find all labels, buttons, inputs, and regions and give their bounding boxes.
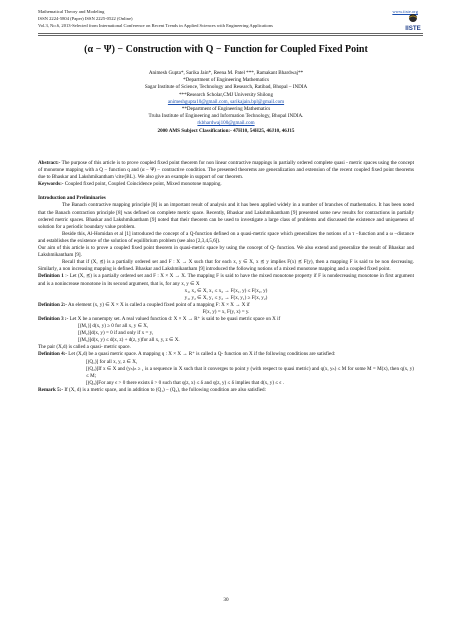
paragraph-4: Recall that if (X, ⪯) is a partially ordered set and F : X → X such that for each x, y ∈ X, x ⪯ y implies F(x) ⪯ F(y), then a mapping F is said to be non decreasing. Similarly, a non increasing mapping is defined. Bhaskar and Lakshmikantham [9] introduced the following notions of a mixed monotone mapping and a coupled fixed point. [38, 259, 414, 273]
remark-5 [38, 387, 414, 394]
author-block [40, 70, 412, 135]
keywords [38, 181, 414, 188]
paper-title: (α − Ψ) − Construction with Q − Function for Coupled Fixed Point [84, 44, 368, 55]
definition-2-formula: F(x, y) = x, F(y, x) = y. [202, 308, 250, 315]
keywords-text: Coupled fixed point, Coupled Coincidence point, Mixed monotone mapping. [64, 181, 222, 188]
affiliation-3: ***Research Scholar,CMJ University Shilong [178, 91, 274, 98]
journal-volume: Vol.3, No.6, 2013-Selected from International Conference on Recent Trends in Applied Sciences with Engineering Applications [38, 23, 273, 28]
definition-3-label: Definition 3 :- [38, 315, 69, 322]
affiliation-4: **Department of Engineering Mathematics [181, 106, 271, 113]
header-divider-2 [38, 35, 423, 36]
journal-url-link[interactable]: www.iiste.org [392, 9, 418, 14]
affiliation-5: Truba Institute of Engineering and Information Technology, Bhopal INDIA. [148, 113, 304, 120]
definition-4-text: Let (X,d) be a quasi metric space. A mapping q : X × X → R⁺ is called a Q- function on X if the following conditions are satisfied: [68, 351, 336, 358]
affiliation-2: Sagar Institute of Science, Technology and Research, Ratibad, Bhopal – INDIA [144, 84, 308, 91]
definition-2 [38, 302, 414, 309]
condition-q2: [(Q₂)]If x ∈ X and (yₙ)ₙ ≥ ₁ is a sequence in X such that it converges to point y (with respect to quasi metric) and q(x, yₙ) ≤ M for some M = M(x), then q(x, y) ≤ M; [86, 365, 414, 379]
msc-classification: 2000 AMS Subject Classification:- 47H10, 54H25, 46J10, 46J15 [157, 127, 295, 134]
definition-2-label: Definition 2:- [38, 301, 68, 308]
journal-name: Mathematical Theory and Modeling [38, 9, 105, 14]
axiom-m1: [(M₁)] d(x, y) ≥ 0 for all x, y ∈ X, [78, 323, 149, 330]
page-number: 30 [223, 597, 229, 603]
definition-1 [38, 273, 414, 287]
header-divider [38, 33, 423, 34]
intro-heading: Introduction and Preliminaries [38, 195, 106, 202]
remark-5-text: If (X, d) is a metric space, and in addition to (Q₁) − (Q₂), the following condition are also satisfied: [64, 386, 266, 393]
abstract [38, 160, 414, 181]
definition-3-text: Let X be a nonempty set. A real valued function d: X × X → R⁺ is said to be quasi metric space on X if [69, 315, 281, 322]
condition-q1: [(Q₁)] for all x, y, z ∈ X, [86, 358, 138, 365]
paper-body [38, 160, 414, 394]
definition-1-text: :- Let (X, ⪯) is a partially ordered set and F : X × X → X. The mapping F is said to have the mixed monotone property if F is nondecreasing monotone in first argument and is a nonincrease monotone in its second argument, that is, for any x, y ∈ X [38, 273, 414, 287]
definition-1-formula-1: x₁, x₂ ∈ X, x₁ ≤ x₂ → F(x₁, y) ≤ F(x₂, y) [184, 287, 268, 294]
email-link-1[interactable]: animeshgupta10@gmail.com, sarikajain.bpl@gmail.com [167, 98, 285, 105]
affiliation-1: *Department of Engineering Mathematics [183, 77, 269, 84]
paragraph-1: The Banach contractive mapping principle [8] is an important result of analysis and it has been applied widely in a number of branches of mathematics. It has been noted that the Banach contraction principle [8] was defined on complete metric space. Recently, Bhaskar and Lakshmikantham [9] presented some new results for contractions in partially ordered metric spaces. Bhaskar and Lakshmikantham [9] noted that their theorem can be used to investigate a large class of problems and discussed the existence and uniqueness of solution for a periodic boundary value problem. [38, 202, 414, 230]
condition-q3: [(Q₃)]For any ϵ > 0 there exists δ > 0 such that q(z, x) ≤ δ and q(z, y) ≤ δ implies that d(x, y) ≤ ϵ . [86, 379, 284, 386]
definition-4 [38, 351, 414, 358]
definition-2-text: An element (x, y) ∈ X × X is called a coupled fixed point of a mapping F: X × X → X if [68, 301, 250, 308]
journal-header [38, 8, 418, 29]
definition-4-label: Definition 4:- [38, 351, 68, 358]
definition-3-tail: The pair (X,d) is called a quasi- metric space. [38, 344, 131, 351]
abstract-label: Abstract:- [38, 160, 61, 166]
paragraph-2: Beside this, Al-Homidan et al [1] introduced the concept of a Q-function defined on a quasi-metric space which generalizes the notions of a τ −function and a ω −distance and establishes the existence of the solution of equilibrium problem (see also [2,3,4,5,6]). [38, 230, 414, 244]
iiste-logo [403, 13, 423, 32]
keywords-label: Keywords:- [38, 181, 64, 188]
remark-5-label: Remark 5:- [38, 386, 64, 393]
journal-issn: ISSN 2224-5804 (Paper) ISSN 2225-0522 (Online) [38, 16, 133, 21]
definition-3 [38, 316, 414, 323]
definition-1-label: Definition 1 [38, 273, 64, 280]
svg-text:IISTE: IISTE [405, 25, 421, 32]
abstract-text: The purpose of this article is to prove coupled fixed point theorem for non linear contractive mappings in partially ordered complete quasi - metric spaces using the concept of monotone mapping with a Q − function q and (α − Ψ) − contractive condition. The presented theorems are generalization and extension of the recent coupled fixed point theorems due to Bhaskar and Lakshmikantham \cite{BL}. We also give an example in support of our theorem. [38, 160, 414, 181]
axiom-m3: [(M₃)]d(x, y) ≤ d(x, z) + d(z, y)for all x, y, z ∈ X. [78, 337, 180, 344]
definition-1-formula-2: y₁, y₂ ∈ X, y₁ ≤ y₂ → F(x, y₁) ≥ F(x, y₂) [184, 294, 268, 301]
author-names: Animesh Gupta*, Sarika Jain*, Reena M. Patel ***, Ramakant Bhardwaj** [148, 70, 304, 76]
paragraph-3: Our aim of this article is to prove a coupled fixed point theorem in quasi-metric space by using the concept of Q- function. We also extend and generalize the result of Bhaskar and Lakshmikantham [9]. [38, 245, 414, 259]
email-link-2[interactable]: rkbhardwaj100@gmail.com [197, 120, 255, 127]
axiom-m2: [(M₂)]d(x, y) = 0 if and only if x = y, [78, 330, 154, 337]
